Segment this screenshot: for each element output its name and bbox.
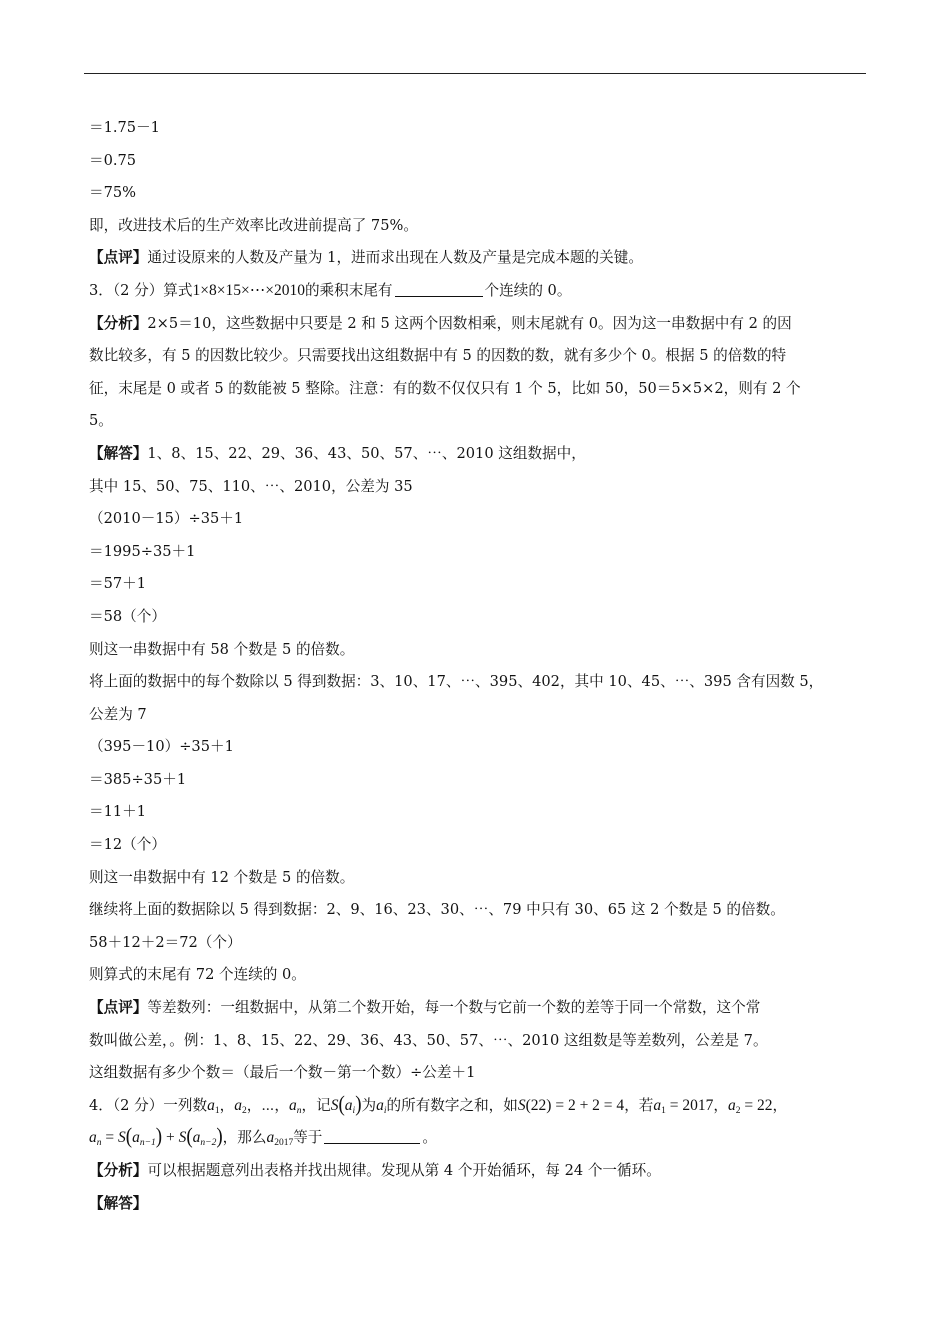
math-an: $a_n$ xyxy=(289,1096,302,1116)
text-line: 即，改进技术后的生产效率比改进前提高了 75%。 xyxy=(89,216,418,234)
answer-blank[interactable] xyxy=(324,1129,420,1144)
text-line: 将上面的数据中的每个数除以 5 得到数据：3、10、17、⋯、395、402，其中 10、45、⋯、395 含有因数 5， xyxy=(89,673,824,691)
text-fragment: ，⋯， xyxy=(246,1096,290,1114)
math-a1: $a_1$ xyxy=(207,1096,220,1116)
math-ai: $a_i$ xyxy=(376,1096,387,1116)
text-line: 继续将上面的数据除以 5 得到数据：2、9、16、23、30、⋯、79 中只有 30、65 这 2 个数是 5 的倍数。 xyxy=(89,901,785,919)
math-a2-value: $a_2 = 22$ xyxy=(728,1096,773,1116)
text-line: ＝1995÷35＋1 xyxy=(89,542,196,560)
question-expression: 1×8×15×⋯×2010 xyxy=(192,281,305,299)
answer-tag: 【解答】 xyxy=(89,444,148,462)
answer-line xyxy=(89,1188,869,1221)
text-line: ＝58（个） xyxy=(89,607,166,625)
analysis-text: 可以根据题意列出表格并找出规律。发现从第 4 个开始循环，每 24 个一循环。 xyxy=(147,1162,661,1179)
text-fragment: 的所有数字之和，如 xyxy=(386,1096,518,1114)
text-line: 则这一串数据中有 58 个数是 5 的倍数。 xyxy=(89,640,355,658)
answer-text: 1、8、15、22、29、36、43、50、57、⋯、2010 这组数据中， xyxy=(147,444,586,462)
answer-line xyxy=(89,438,869,471)
text-fragment: 。 xyxy=(422,1129,438,1147)
math-a1-value: $a_1 = 2017$ xyxy=(653,1096,714,1116)
text-line: ＝11＋1 xyxy=(89,803,147,821)
analysis-tag: 【分析】 xyxy=(89,314,148,332)
text-line: ＝12（个） xyxy=(89,836,166,854)
answer-tag: 【解答】 xyxy=(89,1194,148,1212)
document-body xyxy=(89,112,869,1220)
question-4-cont xyxy=(89,1122,869,1155)
comment-text: 通过设原来的人数及产量为 1，进而求出现在人数及产量是完成本题的关键。 xyxy=(147,249,643,267)
text-line: （2010－15）÷35＋1 xyxy=(89,510,244,528)
text-fragment: ，记 xyxy=(301,1096,331,1114)
comment-tag: 【点评】 xyxy=(89,999,148,1017)
text-line: 58＋12＋2＝72（个） xyxy=(89,933,242,951)
question-middle: 的乘积末尾有 xyxy=(304,281,393,299)
math-recurrence: $a_n = S(a_{n-1}) + S(a_{n-2})$ xyxy=(89,1124,223,1149)
math-a2017: $a_{2017}$ xyxy=(266,1129,294,1149)
text-fragment: ， xyxy=(772,1096,788,1114)
text-line: 征，末尾是 0 或者 5 的数能被 5 整除。注意：有的数不仅仅只有 1 个 5，比如 50，50＝5×5×2，则有 2 个 xyxy=(89,379,801,397)
comment-text: 等差数列：一组数据中，从第二个数开始，每一个数与它前一个数的差等于同一个常数，这个常 xyxy=(147,999,761,1017)
text-line: 则算式的末尾有 72 个连续的 0。 xyxy=(89,966,306,984)
text-line: ＝75% xyxy=(89,184,137,202)
text-fragment: ， xyxy=(219,1096,235,1114)
header-rule xyxy=(84,73,866,74)
math-s-ai: $S(a_i)$ xyxy=(330,1092,362,1117)
text-line: 其中 15、50、75、110、⋯、2010，公差为 35 xyxy=(89,477,413,495)
question-prefix: 3．（2 分）算式 xyxy=(89,281,193,299)
text-line: 这组数据有多少个数＝（最后一个数－第一个数）÷公差＋1 xyxy=(89,1064,476,1082)
text-fragment: 为 xyxy=(361,1096,377,1114)
question-3 xyxy=(89,275,869,308)
text-fragment: ，若 xyxy=(624,1096,654,1114)
text-fragment: ，那么 xyxy=(222,1129,267,1147)
comment-line xyxy=(89,992,869,1025)
comment-line xyxy=(89,242,869,275)
question-suffix: 个连续的 0。 xyxy=(484,281,572,299)
question-4 xyxy=(89,1090,869,1123)
text-line: ＝385÷35＋1 xyxy=(89,770,187,788)
text-line: 则这一串数据中有 12 个数是 5 的倍数。 xyxy=(89,868,355,886)
text-fragment: 等于 xyxy=(293,1129,323,1147)
math-s22: S(22) = 2 + 2 = 4 xyxy=(517,1096,625,1114)
text-line: 5。 xyxy=(89,412,113,430)
analysis-text: 2×5＝10，这些数据中只要是 2 和 5 这两个因数相乘，则末尾就有 0。因为这一串数据中有 2 的因 xyxy=(147,314,792,332)
text-line: （395－10）÷35＋1 xyxy=(89,738,234,756)
math-a2: $a_2$ xyxy=(234,1096,247,1116)
text-line: ＝0.75 xyxy=(89,151,137,169)
analysis-tag: 【分析】 xyxy=(89,1162,148,1179)
text-line: 公差为 7 xyxy=(89,705,147,723)
comment-tag: 【点评】 xyxy=(89,249,148,267)
analysis-line xyxy=(89,308,869,341)
text-line: ＝1.75－1 xyxy=(89,119,160,136)
answer-blank[interactable] xyxy=(395,282,483,297)
text-fragment: ， xyxy=(713,1096,728,1114)
analysis-line xyxy=(89,1155,869,1188)
text-line: 数比较多，有 5 的因数比较少。只需要找出这组数据中有 5 的因数的数，就有多少个 0。根据 5 的倍数的特 xyxy=(89,347,787,365)
question-prefix: 4．（2 分）一列数 xyxy=(89,1096,208,1114)
text-line: 数叫做公差，。例：1、8、15、22、29、36、43、50、57、⋯、2010 这组数是等差数列，公差是 7。 xyxy=(89,1031,768,1049)
text-line: ＝57＋1 xyxy=(89,575,147,593)
